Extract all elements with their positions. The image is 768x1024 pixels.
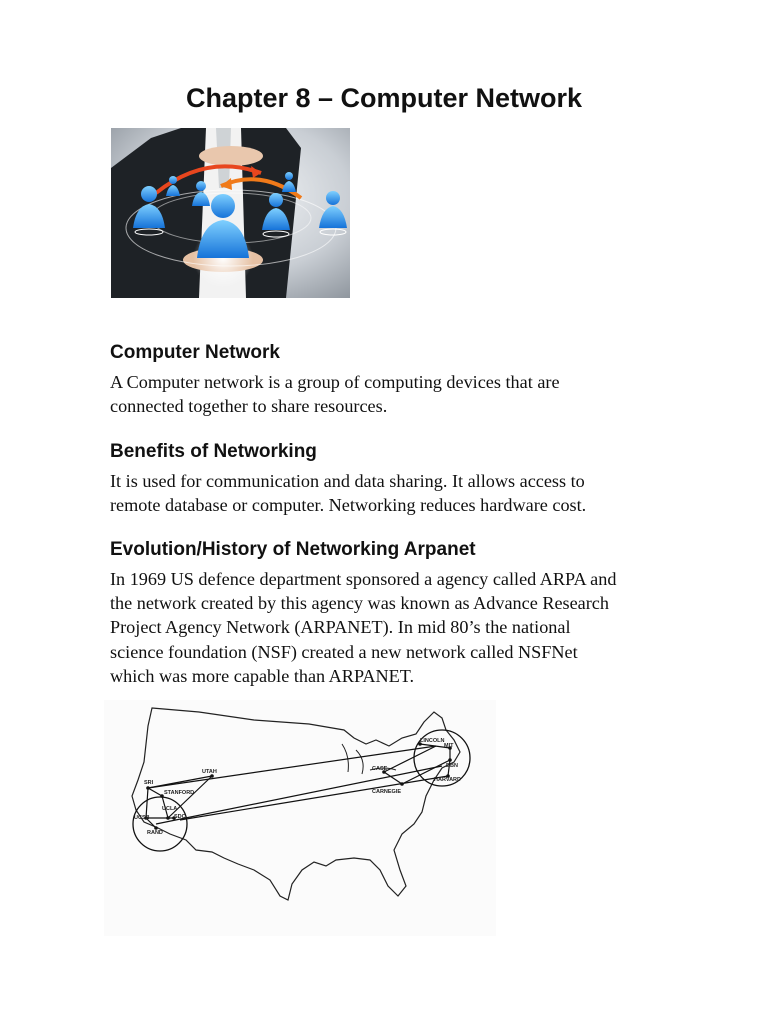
section-heading-history: Evolution/History of Networking Arpanet	[110, 539, 476, 560]
section-body-computer-network	[110, 370, 670, 418]
section-body-benefits	[110, 469, 670, 517]
section-body-history	[110, 567, 670, 688]
body-line: science foundation (NSF) created a new network called NSFNet	[110, 641, 578, 662]
section-heading-computer-network: Computer Network	[110, 342, 280, 363]
map-label-sri: SRI	[144, 780, 154, 786]
map-label-sdc: SDC	[174, 814, 186, 820]
network-people-illustration	[111, 128, 350, 298]
body-line: connected together to share resources.	[110, 396, 388, 417]
body-line: remote database or computer. Networking reduces hardware cost.	[110, 495, 587, 516]
body-line: Project Agency Network (ARPANET). In mid 80’s the national	[110, 617, 571, 638]
map-label-harvard: HARVARD	[434, 777, 461, 783]
page-title: Chapter 8 – Computer Network	[185, 83, 583, 113]
arpanet-map	[104, 700, 496, 936]
body-line: A Computer network is a group of computing devices that are	[110, 372, 560, 392]
body-line: the network created by this agency was known as Advance Research	[110, 593, 609, 614]
map-label-lincoln: LINCOLN	[420, 738, 445, 744]
map-label-bbn: BBN	[446, 763, 458, 769]
body-line: which was more capable than ARPANET.	[110, 665, 415, 686]
map-label-stanford: STANFORD	[164, 790, 195, 796]
body-line: It is used for communication and data sharing. It allows access to	[110, 471, 585, 491]
map-label-utah: UTAH	[202, 769, 217, 775]
map-label-ucsb: UCSB	[134, 815, 150, 821]
body-line: In 1969 US defence department sponsored a agency called ARPA and	[110, 569, 617, 589]
map-label-ucla: UCLA	[162, 806, 178, 812]
map-label-rand: RAND	[147, 830, 163, 836]
map-label-mit: MIT	[444, 743, 454, 749]
section-heading-benefits: Benefits of Networking	[110, 441, 317, 462]
map-label-carnegie: CARNEGIE	[372, 789, 402, 795]
map-label-case: CASE	[372, 766, 388, 772]
